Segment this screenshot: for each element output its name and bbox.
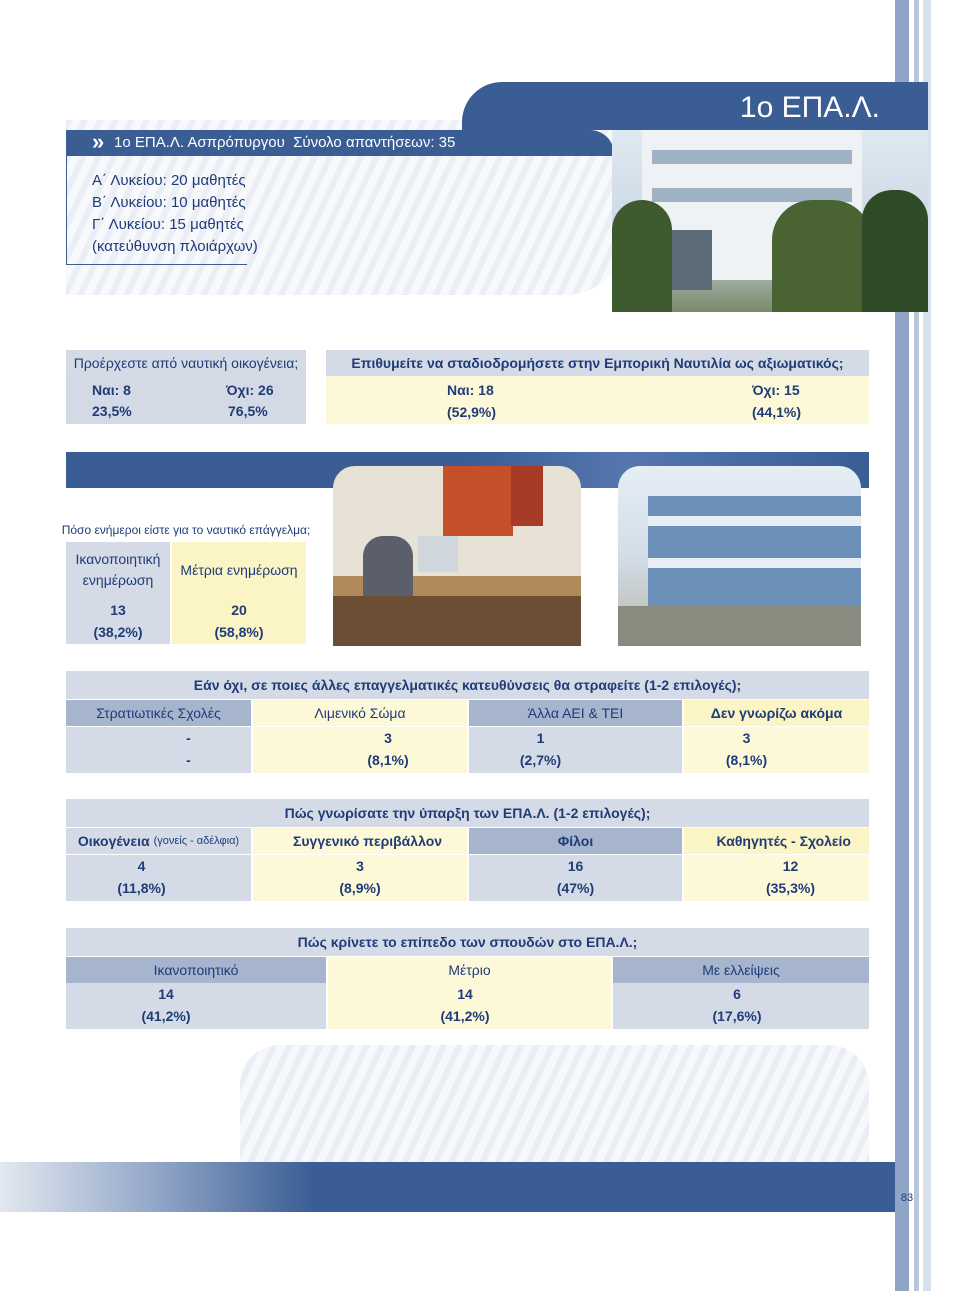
school-building-photo [612, 130, 928, 312]
q4-col-label: Δεν γνωρίζω ακόμα [684, 700, 869, 726]
q4-col-label: Στρατιωτικές Σχολές [66, 700, 251, 726]
q5-col-label: Συγγενικό περιβάλλον [253, 828, 467, 854]
q3-title: Πόσο ενήμεροι είστε για το ναυτικό επάγγελμα; [61, 522, 311, 537]
summary-line: Α΄ Λυκείου: 20 μαθητές [92, 172, 246, 189]
q3-pct: (58,8%) [214, 624, 264, 640]
q1-yes-pct: 23,5% [92, 403, 132, 419]
q5-col-label: Καθηγητές - Σχολείο [684, 828, 869, 854]
q6-pct: (41,2%) [440, 1008, 490, 1024]
q6-count: 14 [158, 986, 174, 1002]
summary-line: Β΄ Λυκείου: 10 μαθητές [92, 194, 246, 211]
q5-count: 12 [782, 858, 799, 874]
q1-title: Προέρχεστε από ναυτική οικογένεια; [66, 350, 306, 376]
q5-count: 3 [356, 858, 364, 874]
school-courtyard-photo [618, 466, 861, 646]
q3-pct: (38,2%) [93, 624, 143, 640]
q6-col-label: Μέτριο [328, 957, 611, 983]
q5-col-label: Φίλοι [469, 828, 682, 854]
q6-title: Πώς κρίνετε το επίπεδο των σπουδών στο ΕΠΑ.Λ.; [66, 928, 869, 956]
summary-lines [92, 170, 258, 258]
q5-col-label-note: (γονείς - αδέλφια) [153, 834, 240, 847]
q5-pct: (11,8%) [117, 880, 166, 896]
q5-count: 4 [137, 858, 146, 874]
q4-title: Εάν όχι, σε ποιες άλλες επαγγελματικές κατευθύνσεις θα στραφείτε (1-2 επιλογές); [66, 671, 869, 699]
q6-count: 14 [457, 986, 473, 1002]
q2-title: Επιθυμείτε να σταδιοδρομήσετε στην Εμπορική Ναυτιλία ως αξιωματικός; [326, 350, 869, 376]
q5-col-label [66, 828, 251, 854]
q5-pct: (47%) [556, 880, 595, 896]
q3-count: 20 [231, 602, 247, 618]
q2-yes: Ναι: 18 [447, 382, 494, 398]
background-photo-faded [240, 1045, 869, 1165]
q4-col-label: Άλλα ΑΕΙ & ΤΕΙ [469, 700, 682, 726]
q6-pct: (41,2%) [141, 1008, 191, 1024]
q5-col-label-text: Οικογένεια [77, 832, 150, 849]
bottom-band [0, 1162, 895, 1212]
q3-col-label: Ικανοποιητική ενημέρωση [66, 542, 170, 598]
q5-pct: (8,9%) [339, 880, 381, 896]
page-number: 83 [900, 1192, 914, 1204]
q3-col-label: Μέτρια ενημέρωση [172, 542, 306, 598]
q5-count: 16 [567, 858, 584, 874]
q4-pct: (8,1%) [725, 752, 768, 768]
q6-pct: (17,6%) [712, 1008, 762, 1024]
q4-pct: (8,1%) [367, 752, 409, 768]
q1-no: Όχι: 26 [226, 382, 274, 398]
q4-count: - [186, 730, 191, 746]
q6-col-label: Με ελλείψεις [613, 957, 869, 983]
q4-count: 3 [384, 730, 392, 746]
q2-no: Όχι: 15 [752, 382, 800, 398]
classroom-photo [333, 466, 581, 646]
q1-yes: Ναι: 8 [92, 382, 131, 398]
q4-pct: (2,7%) [519, 752, 562, 768]
summary-line: (κατεύθυνση πλοιάρχων) [92, 238, 258, 255]
q4-count: 1 [536, 730, 545, 746]
q2-yes-pct: (52,9%) [447, 404, 497, 420]
q4-col-label: Λιμενικό Σώμα [253, 700, 467, 726]
q4-pct: - [186, 752, 191, 768]
double-chevron-icon: » [92, 129, 105, 154]
q4-count: 3 [742, 730, 751, 746]
q2-no-pct: (44,1%) [752, 404, 802, 420]
summary-header: 1ο ΕΠΑ.Λ. Ασπρόπυργου Σύνολο απαντήσεων: 35 [114, 134, 456, 151]
q3-count: 13 [110, 602, 126, 618]
summary-line: Γ΄ Λυκείου: 15 μαθητές [92, 216, 244, 233]
q5-pct: (35,3%) [765, 880, 816, 896]
q5-title: Πώς γνωρίσατε την ύπαρξη των ΕΠΑ.Λ. (1-2 επιλογές); [66, 799, 869, 827]
q1-no-pct: 76,5% [228, 403, 268, 419]
page-title: 1ο ΕΠΑ.Λ. [739, 91, 880, 124]
q6-count: 6 [733, 986, 741, 1002]
q6-col-label: Ικανοποιητικό [66, 957, 326, 983]
